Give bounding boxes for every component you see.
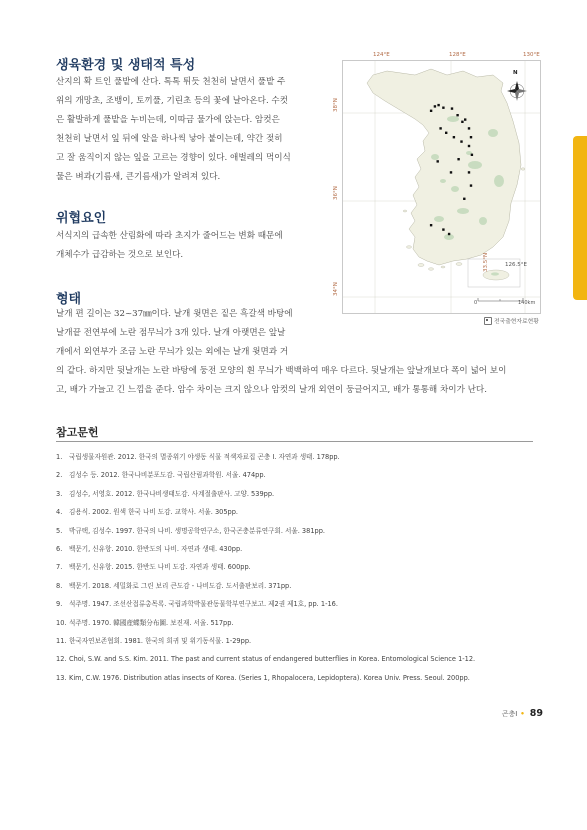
- reference-text: Choi, S.W. and S.S. Kim. 2011. The past and current status of endangered butterflies in Korea. Entomological Science 1-12.: [69, 655, 476, 664]
- reference-item: [56, 485, 475, 503]
- longitude-label: 124°E: [373, 52, 390, 58]
- island: [521, 168, 525, 170]
- occurrence-point: [442, 228, 444, 230]
- map-legend: [484, 316, 539, 325]
- reference-item: [56, 466, 475, 484]
- reference-text: 김용식. 2002. 원색 한국 나비 도감. 교학사. 서울. 305pp.: [69, 508, 238, 517]
- longitude-label: 130°E: [523, 52, 540, 58]
- footer-section: 곤충Ⅰ: [501, 710, 518, 718]
- habitat-line: 위의 개망초, 조뱅이, 토끼풀, 기린초 등의 꽃에 날아온다. 수컷: [56, 96, 289, 106]
- occurrence-point: [437, 160, 439, 162]
- occurrence-point: [445, 132, 447, 134]
- habitat-line: 산지의 확 트인 풀밭에 산다. 톡톡 튀듯 천천히 날면서 풀밭 주: [56, 77, 286, 87]
- scale-bar: [478, 298, 523, 301]
- mountain-patch: [440, 179, 446, 183]
- occurrence-point: [461, 121, 463, 123]
- korean-peninsula-shape: [367, 69, 521, 265]
- longitude-label: 128°E: [449, 52, 466, 58]
- occurrence-symbol-icon: [484, 317, 492, 325]
- references-list: [56, 448, 475, 687]
- compass-rose: [507, 81, 527, 101]
- mountain-patch: [434, 216, 444, 222]
- reference-text: 백문기, 신유항. 2015. 한반도 나비 도감. 자연과 생태. 600pp.: [69, 563, 251, 572]
- mountain-patch: [447, 116, 459, 122]
- occurrence-point: [457, 158, 459, 160]
- occurrence-point: [456, 114, 458, 116]
- occurrence-point: [442, 107, 444, 109]
- reference-number: 9.: [56, 600, 63, 609]
- habitat-line: 천천히 날면서 잎 뒤에 알을 하나씩 낳아 붙이는데, 약간 젖히: [56, 134, 283, 144]
- reference-number: 10.: [56, 618, 67, 627]
- habitat-line: 물은 벼과(기름새, 큰기름새)가 알려져 있다.: [56, 172, 221, 182]
- reference-number: 5.: [56, 526, 63, 535]
- reference-number: 3.: [56, 489, 63, 498]
- occurrence-point: [468, 145, 470, 147]
- page-number: 89: [529, 708, 543, 719]
- latitude-label: 38°N: [333, 98, 339, 112]
- inset-longitude-label: 126.5°E: [505, 262, 527, 268]
- habitat-line: 고 잘 움직이지 않는 잎을 고르는 경향이 있다. 애벌레의 먹이식: [56, 153, 291, 163]
- reference-item: [56, 522, 475, 540]
- distribution-map: [342, 60, 541, 314]
- north-label: N: [513, 70, 518, 76]
- references-heading: 참고문헌: [56, 426, 99, 439]
- morphology-line: 고, 배가 가늘고 긴 느낌을 준다. 암수 차이는 크지 않으나 암컷의 날개 외연이 둥글어지고, 배가 통통해 차이가 난다.: [56, 385, 487, 395]
- legend-label: 전국출현자료현황: [494, 319, 539, 325]
- island: [429, 268, 434, 270]
- occurrence-point: [439, 127, 441, 129]
- occurrence-point: [468, 171, 470, 173]
- reference-item: [56, 577, 475, 595]
- chapter-tab: [573, 136, 587, 300]
- reference-item: [56, 614, 475, 632]
- reference-text: 백문기. 2018. 세밀화로 그린 보리 큰도감 - 나비도감. 도서출판보리. 371pp.: [69, 581, 292, 590]
- reference-item: [56, 632, 475, 650]
- reference-text: 석주명. 1947. 조선산접류총목록. 국립과학박물관동물학부연구보고. 제2권 제1호, pp. 1-16.: [69, 600, 338, 609]
- reference-item: [56, 650, 475, 668]
- mountain-patch: [494, 175, 504, 187]
- island: [403, 210, 407, 212]
- morphology-line: 날개 편 길이는 32~37㎜이다. 날개 윗면은 짙은 흑갈색 바탕에: [56, 309, 293, 319]
- reference-text: Kim, C.W. 1976. Distribution atlas insects of Korea. (Series 1, Rhopalocera, Lepidoptera). Korea Univ. Press. Seoul. 200pp.: [69, 673, 470, 682]
- mountain-patch: [479, 217, 487, 225]
- reference-text: 박규택, 김성수. 1997. 한국의 나비. 생명공학연구소, 한국곤충분류연구회. 서울. 381pp.: [69, 526, 325, 535]
- reference-text: 백문기, 신유항. 2010. 한반도의 나비. 자연과 생태. 430pp.: [69, 544, 243, 553]
- reference-number: 1.: [56, 453, 63, 461]
- mountain-patch: [451, 186, 459, 192]
- mountain-patch: [457, 208, 469, 214]
- habitat-heading: 생육환경 및 생태적 특성: [56, 58, 196, 73]
- occurrence-point: [464, 118, 466, 120]
- island: [418, 264, 424, 267]
- occurrence-point: [448, 233, 450, 235]
- morphology-paragraph: [56, 305, 506, 400]
- reference-item: [56, 595, 475, 613]
- habitat-line: 은 활발하게 풀밭을 누비는데, 이따금 물가에 앉는다. 암컷은: [56, 115, 280, 125]
- reference-number: 6.: [56, 544, 63, 553]
- reference-item: [56, 540, 475, 558]
- morphology-line: 개에서 외연부가 조금 노란 무늬가 있는 외에는 날개 윗면과 거: [56, 347, 289, 357]
- footer-separator: •: [520, 710, 525, 718]
- reference-text: 국립생물자원관. 2012. 한국의 멸종위기 야생동 식물 적색자료집 곤충 I. 자연과 생태. 178pp.: [69, 453, 340, 461]
- occurrence-point: [430, 224, 432, 226]
- latitude-label: 34°N: [333, 282, 339, 296]
- reference-item: [56, 669, 475, 687]
- morphology-line: 날개끝 전연부에 노란 점무늬가 3개 있다. 날개 아랫면은 앞날: [56, 328, 286, 338]
- references-divider: [56, 441, 533, 442]
- reference-item: [56, 503, 475, 521]
- latitude-label: 36°N: [333, 186, 339, 200]
- occurrence-point: [460, 140, 462, 142]
- reference-number: 13.: [56, 673, 67, 682]
- reference-text: 김성수 등. 2012. 한국나비분포도감. 국립산림과학원. 서울. 474pp.: [69, 471, 266, 480]
- reference-text: 석주명. 1970. 韓國産蝶類分布圖. 보진재. 서울. 517pp.: [69, 618, 234, 627]
- mountain-patch: [488, 129, 498, 137]
- occurrence-point: [470, 136, 472, 138]
- reference-number: 8.: [56, 581, 63, 590]
- scale-label-end: 140km: [518, 300, 536, 306]
- reference-item: [56, 558, 475, 576]
- reference-text: 김성수, 서영호. 2012. 한국나비생태도감. 사계절출판사. 고양. 539pp.: [69, 489, 275, 498]
- reference-item: [56, 448, 475, 466]
- occurrence-point: [434, 105, 436, 107]
- threats-line: 서식지의 급속한 산림화에 따라 초지가 줄어드는 변화 때문에: [56, 231, 283, 241]
- occurrence-point: [451, 107, 453, 109]
- page-footer: [502, 708, 543, 719]
- reference-text: 한국자연보존협회. 1981. 한국의 희귀 및 위기동식물. 1-29pp.: [69, 636, 252, 645]
- occurrence-point: [437, 104, 439, 106]
- island: [456, 263, 462, 266]
- reference-number: 12.: [56, 655, 67, 664]
- occurrence-point: [450, 171, 452, 173]
- inset-latitude-label: 33.5°N: [483, 252, 489, 272]
- island: [441, 266, 445, 268]
- korea-map-svg: [343, 61, 540, 313]
- reference-number: 4.: [56, 508, 63, 517]
- occurrence-point: [463, 198, 465, 200]
- threats-heading: 위협요인: [56, 211, 107, 226]
- threats-line: 개체수가 급감하는 것으로 보인다.: [56, 250, 184, 260]
- mountain-patch: [431, 154, 439, 160]
- occurrence-point: [470, 184, 472, 186]
- reference-number: 2.: [56, 471, 63, 480]
- scale-label-start: 0: [474, 300, 478, 306]
- morphology-heading: 형태: [56, 292, 82, 307]
- reference-number: 7.: [56, 563, 63, 572]
- threats-paragraph: [56, 227, 283, 265]
- occurrence-point: [468, 127, 470, 129]
- mountain-patch: [468, 161, 482, 169]
- occurrence-point: [453, 136, 455, 138]
- morphology-line: 의 같다. 하지만 뒷날개는 노란 바탕에 둥전 모양의 흰 무늬가 백백하여 매우 다르다. 뒷날개는 앞날개보다 폭이 넓어 보이: [56, 366, 507, 376]
- reference-number: 11.: [56, 636, 67, 645]
- habitat-paragraph: [56, 73, 291, 187]
- island: [407, 246, 412, 248]
- occurrence-point: [471, 154, 473, 156]
- occurrence-point: [430, 110, 432, 112]
